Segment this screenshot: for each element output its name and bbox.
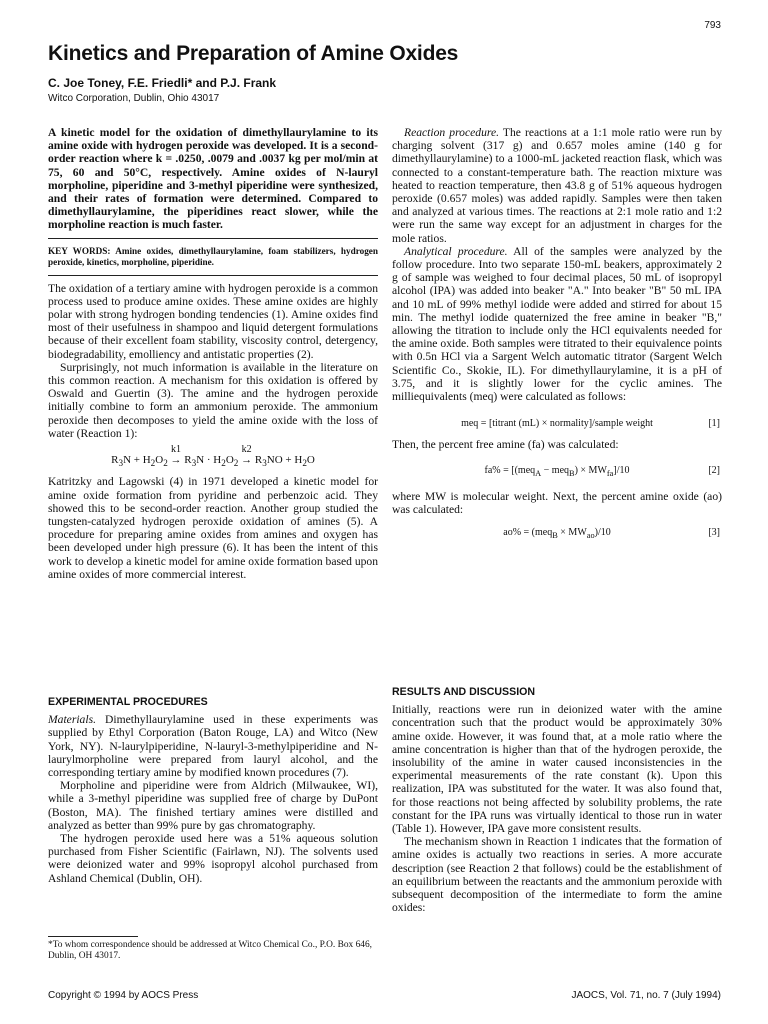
left-column xyxy=(48,126,378,581)
intro-paragraph-2: Surprisingly, not much information is available in the literature on this common reaction. A mechanism for this oxidation is offered by Oswald and Guertin (3). The amine and the hydrogen peroxide initially combine to form an ammonium peroxide. The ammonium peroxide then decomposes to yield the amine oxide with the loss of water (Reaction 1): xyxy=(48,360,378,440)
equation-2-number: [2] xyxy=(708,464,720,476)
materials-label: Materials. xyxy=(48,713,96,727)
equation-2-body: $fa\% = [(meq_A - meq_B) \times MW_{fa}]/10$ xyxy=(484,464,630,478)
equation-1 xyxy=(392,417,722,430)
rate-constant-k1: k1 xyxy=(171,444,182,456)
experimental-section xyxy=(48,696,378,885)
section-heading-experimental: EXPERIMENTAL PROCEDURES xyxy=(48,696,208,708)
footnote-rule xyxy=(48,936,138,937)
intro-paragraph-3: Katritzky and Lagowski (4) in 1971 developed a kinetic model for amine oxide formation from pyridine and perbenzoic acid. They showed this to be second-order reaction. Another group studied the tungsten-catalyzed hydrogen peroxide oxidation of amines (5). A procedure for preparing amine oxides from amines and oxygen has been developed under high pressure (6). It has been the intent of this work to develop a kinetic model for amine oxide formation based upon amine oxides of more commercial interest. xyxy=(48,475,379,581)
equation-1-body: meq = [titrant (mL) × normality]/sample weight xyxy=(461,418,653,430)
intro-paragraph-1: The oxidation of a tertiary amine with hydrogen peroxide is a common process used to produce amine oxides. These amine oxides are highly polar with strong hydrogen bonding tendencies (1). Amine oxides find most of their usefulness in shampoo and liquid detergent formulations because of their excellent foam stability, viscosity control, detergency, biodegradability, emolliency and antistatic properties (2). xyxy=(48,281,378,361)
equation-3-number: [3] xyxy=(708,527,720,539)
footnote-block xyxy=(48,936,378,962)
results-paragraph-2: The mechanism shown in Reaction 1 indicates that the formation of amine oxides is actually two reactions in series. A more accurate description (see Reaction 2 that follows) could be the establishment of an equilibrium between the reactants and the ammonium peroxide with subsequent decomposition of the intermediate to form the amine oxides: xyxy=(392,835,722,915)
keywords-bottom-rule xyxy=(48,275,378,276)
equation-2 xyxy=(392,464,722,480)
author-list: C. Joe Toney, F.E. Friedli* and P.J. Frank xyxy=(48,76,277,90)
experimental-paragraph-2: Morpholine and piperidine were from Aldrich (Milwaukee, WI), while a 3-methyl piperidine was supplied free of charge by DuPont (Boston, MA). The finished tertiary amines were distilled and analyzed as better than 99% pure by gas chromatography. xyxy=(48,779,378,832)
rate-constant-k2: k2 xyxy=(241,444,252,456)
equation-3-body: $ao\% = (meq_B \times MW_{ao})/10$ xyxy=(503,527,611,541)
free-amine-intro: Then, the percent free amine (fa) was calculated: xyxy=(392,438,619,452)
abstract: A kinetic model for the oxidation of dimethyllaurylamine to its amine oxide with hydrogen peroxide was developed. It is a second-order reaction where k = .0250, .0079 and .0037 kg per mol/min at 75, 60 and 50°C, respectively. Amine oxides of N-lauryl morpholine, piperidine and 3-methyl piperidine were synthesized, and their rates of formation were determined. Compared to dimethyllaurylamine, the piperidines react slower, while the morpholine reaction is much faster. xyxy=(48,126,378,232)
article-title: Kinetics and Preparation of Amine Oxides xyxy=(48,42,459,65)
materials-text: Dimethyllaurylamine used in these experiments was supplied by Ethyl Corporation (Baton Rouge, LA) and Witco (New York, NY). N-laurylpiperidine, N-lauryl-3-methylpiperidine and N-laurylmorpholine were prepared from lauryl alcohol, and the corresponding tertiary amine by modified known procedures (7). xyxy=(48,713,378,780)
experimental-paragraph-3: The hydrogen peroxide used here was a 51% aqueous solution purchased from Fisher Scientific (Fairlawn, NJ). The solvents used were deionized water and 99% isopropyl alcohol purchased from Ashland Chemical (Dublin, OH). xyxy=(48,832,378,885)
journal-citation-footer: JAOCS, Vol. 71, no. 7 (July 1994) xyxy=(571,990,721,1001)
analytical-procedure-label: Analytical procedure. xyxy=(404,244,508,258)
results-paragraph-1: Initially, reactions were run in deionized water with the amine concentration such that the product would be approximately 30% amine oxide. However, it was found that, at a mole ratio where the amine concentration is higher than that of the hydrogen peroxide, the insolubility of the amine in water caused inconsistencies in the experimental measurements of the rate constant (k). Upon this realization, IPA was substituted for the water. It was also found that, for those reactions not being affected by solubility problems, the rate constant for the IPA runs was virtually identical to those run in water (Table 1). However, IPA gave more consistent results. xyxy=(392,703,722,836)
reaction-arrow-k2: k2 → xyxy=(241,444,253,467)
analytical-procedure-text: All of the samples were analyzed by the follow procedure. Into two separate 150-mL beakers, approximately 2 g of sample was weighed to four decimal places, 50 mL of isopropyl alcohol (IPA) was added into beaker "A." Into beaker "B" 50 mL IPA and 10 mL of 99% methyl iodide were added and stirred for about 15 min. The methyl iodide quaternized the free amine in beaker "B," allowing the titration to include only the HCl equivalents needed for the amine oxide. Both samples were titrated to their equivalence points with 0.5n HCl via a Sargent Welch automatic titrator (Sargent Welch Scientific Co., Skokie, IL). For dimethyllaurylamine, it is a pH of 3.75, and it is slightly lower for the cyclic amines. The milliequivalents (meq) were calculated as follows: xyxy=(392,244,723,404)
copyright-footer: Copyright © 1994 by AOCS Press xyxy=(48,990,199,1001)
keywords-rule xyxy=(48,238,378,239)
correspondence-footnote: *To whom correspondence should be addressed at Witco Chemical Co., P.O. Box 646, Dublin, OH 43017. xyxy=(48,940,372,961)
reaction-procedure-text: The reactions at a 1:1 mole ratio were run by charging solvent (317 g) and 0.657 moles amine (140 g for dimethyllaurylamine) to a 1000-mL jacketed reaction flask, which was connected to a constant-temperature bath. The reaction mixture was heated to reaction temperature, then 43.8 g of 51% aqueous hydrogen peroxide (0.657 moles) was added rapidly. Samples were then taken and analyzed at various times. The reactions at 2:1 mole ratio and 1:2 were run the same way except for an adjustment in charges for the mole ratios. xyxy=(392,126,722,245)
equation-1-number: [1] xyxy=(708,418,720,430)
page-number: 793 xyxy=(704,20,721,31)
materials-paragraph xyxy=(48,713,378,779)
reaction-procedure-label: Reaction procedure. xyxy=(404,126,499,139)
reaction-arrow-k1: k1 → xyxy=(170,444,182,467)
keywords: KEY WORDS: Amine oxides, dimethyllaurylamine, foam stabilizers, hydrogen peroxide, kinetics, morpholine, piperidine. xyxy=(48,245,378,267)
results-section xyxy=(392,686,722,914)
right-column xyxy=(392,126,722,548)
reaction-procedure-paragraph xyxy=(392,126,722,245)
section-heading-results: RESULTS AND DISCUSSION xyxy=(392,686,536,698)
equation-3 xyxy=(392,526,722,542)
affiliation: Witco Corporation, Dublin, Ohio 43017 xyxy=(48,93,220,104)
analytical-procedure-paragraph xyxy=(392,245,722,403)
molecular-weight-text: where MW is molecular weight. Next, the percent amine oxide (ao) was calculated: xyxy=(392,489,722,517)
reaction-1: $R_3N + H_2O_2$ k1 → $R_3N \cdot H_2O_2$ k2 → $R_3NO + H_2O$ xyxy=(111,444,315,469)
